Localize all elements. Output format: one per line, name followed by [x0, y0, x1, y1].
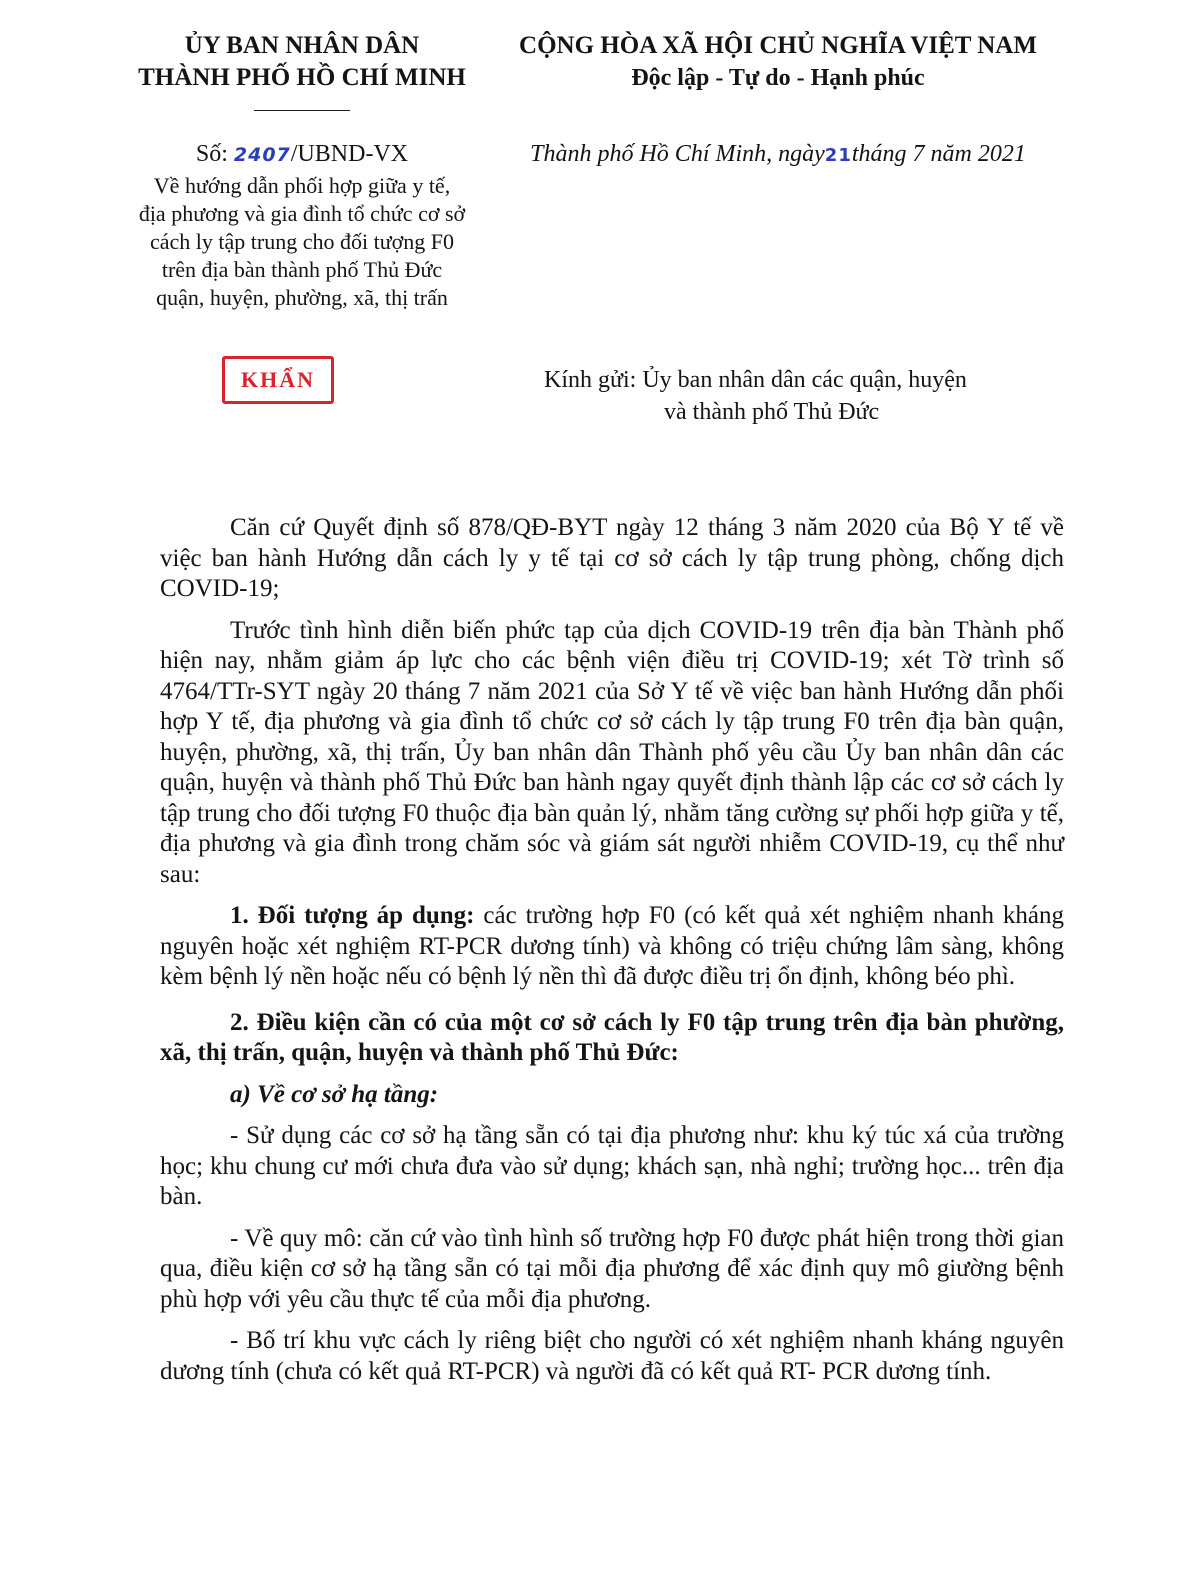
- issuing-authority: [112, 30, 492, 111]
- authority-divider: [254, 110, 350, 111]
- urgent-stamp-text: KHẨN: [241, 367, 315, 392]
- document-body: [160, 513, 1064, 1387]
- bullet-separate-area: - Bố trí khu vực cách ly riêng biệt cho người có xét nghiệm nhanh kháng nguyên dương tính (chưa có kết quả RT-PCR) và người đã có kết quả RT- PCR dương tính.: [160, 1327, 1064, 1385]
- subject-line: địa phương và gia đình tổ chức cơ sở: [138, 201, 466, 226]
- section-2-heading: [160, 1008, 1064, 1069]
- document-subject: [112, 172, 492, 312]
- authority-line-1: ỦY BAN NHÂN DÂN: [184, 32, 420, 59]
- subject-line: cách ly tập trung cho đối tượng F0: [149, 229, 454, 254]
- urgent-stamp: [222, 356, 334, 404]
- authority-line-2: THÀNH PHỐ HỒ CHÍ MINH: [138, 64, 466, 91]
- recipient-block: [544, 364, 1104, 428]
- date-day-handwritten: 21: [824, 145, 852, 166]
- nation-motto: Độc lập - Tự do - Hạnh phúc: [631, 65, 925, 91]
- section-2a-heading-text: a) Về cơ sở hạ tầng:: [230, 1080, 439, 1108]
- bullet-infrastructure: - Sử dụng các cơ sở hạ tầng sẵn có tại địa phương như: khu ký túc xá của trường học; khu chung cư mới chưa đưa vào sử dụng; khách sạn, nhà nghỉ; trường học... trên địa bàn.: [160, 1122, 1064, 1210]
- section-1-heading: 1. Đối tượng áp dụng:: [230, 902, 475, 929]
- date-line: [488, 140, 1068, 170]
- recipient-line-2: và thành phố Thủ Đức: [664, 399, 880, 425]
- date-after: tháng 7 năm 2021: [851, 141, 1026, 167]
- recipient-line-1: Kính gửi: Ủy ban nhân dân các quận, huyện: [544, 367, 967, 393]
- subject-line: Về hướng dẫn phối hợp giữa y tế,: [153, 173, 451, 198]
- document-number: [112, 140, 492, 169]
- paragraph-legal-basis: Căn cứ Quyết định số 878/QĐ-BYT ngày 12 tháng 3 năm 2020 của Bộ Y tế về việc ban hành Hướng dẫn cách ly y tế tại cơ sở cách ly tập trung phòng, chống dịch COVID-19;: [160, 514, 1064, 602]
- bullet-scale: - Về quy mô: căn cứ vào tình hình số trường hợp F0 được phát hiện trong thời gian qua, điều kiện cơ sở hạ tầng sẵn có tại mỗi địa phương để xác định quy mô giường bệnh phù hợp với yêu cầu thực tế của mỗi địa phương.: [160, 1224, 1064, 1313]
- subject-line: trên địa bàn thành phố Thủ Đức: [161, 257, 443, 282]
- doc-number-prefix: Số:: [195, 141, 234, 167]
- section-1: [160, 901, 1064, 993]
- doc-number-suffix: /UBND-VX: [290, 141, 409, 167]
- doc-number-handwritten: 2407: [233, 144, 291, 166]
- section-2-heading-text: 2. Điều kiện cần có của một cơ sở cách ly F0 tập trung trên địa bàn phường, xã, thị trấn, quận, huyện và thành phố Thủ Đức:: [160, 1008, 1064, 1066]
- nation-title: CỘNG HÒA XÃ HỘI CHỦ NGHĨA VIỆT NAM: [519, 32, 1037, 59]
- paragraph-context: Trước tình hình diễn biến phức tạp của dịch COVID-19 trên địa bàn Thành phố hiện nay, nhằm giảm áp lực cho các bệnh viện điều trị COVID-19; xét Tờ trình số 4764/TTr-SYT ngày 20 tháng 7 năm 2021 của Sở Y tế về việc ban hành Hướng dẫn phối hợp Y tế, địa phương và gia đình tổ chức cơ sở cách ly tập trung F0 trên địa bàn quận, huyện, phường, xã, thị trấn, Ủy ban nhân dân Thành phố yêu cầu Ủy ban nhân dân các quận, huyện và thành phố Thủ Đức ban hành ngay quyết định thành lập các cơ sở cách ly tập trung cho đối tượng F0 thuộc địa bàn quản lý, nhằm tăng cường sự phối hợp giữa y tế, địa phương và gia đình trong chăm sóc và giám sát người nhiễm COVID-19, cụ thể như sau:: [160, 616, 1064, 888]
- date-before: Thành phố Hồ Chí Minh, ngày: [530, 141, 825, 167]
- national-header: [488, 30, 1068, 94]
- subject-line: quận, huyện, phường, xã, thị trấn: [156, 285, 448, 310]
- section-2a-heading: [160, 1080, 1064, 1111]
- section-1-text: các trường hợp F0 (có kết quả xét nghiệm nhanh kháng nguyên hoặc xét nghiệm RT-PCR dương tính) và không có triệu chứng lâm sàng, không kèm bệnh lý nền hoặc nếu có bệnh lý nền thì đã được điều trị ổn định, không béo phì.: [160, 902, 1064, 990]
